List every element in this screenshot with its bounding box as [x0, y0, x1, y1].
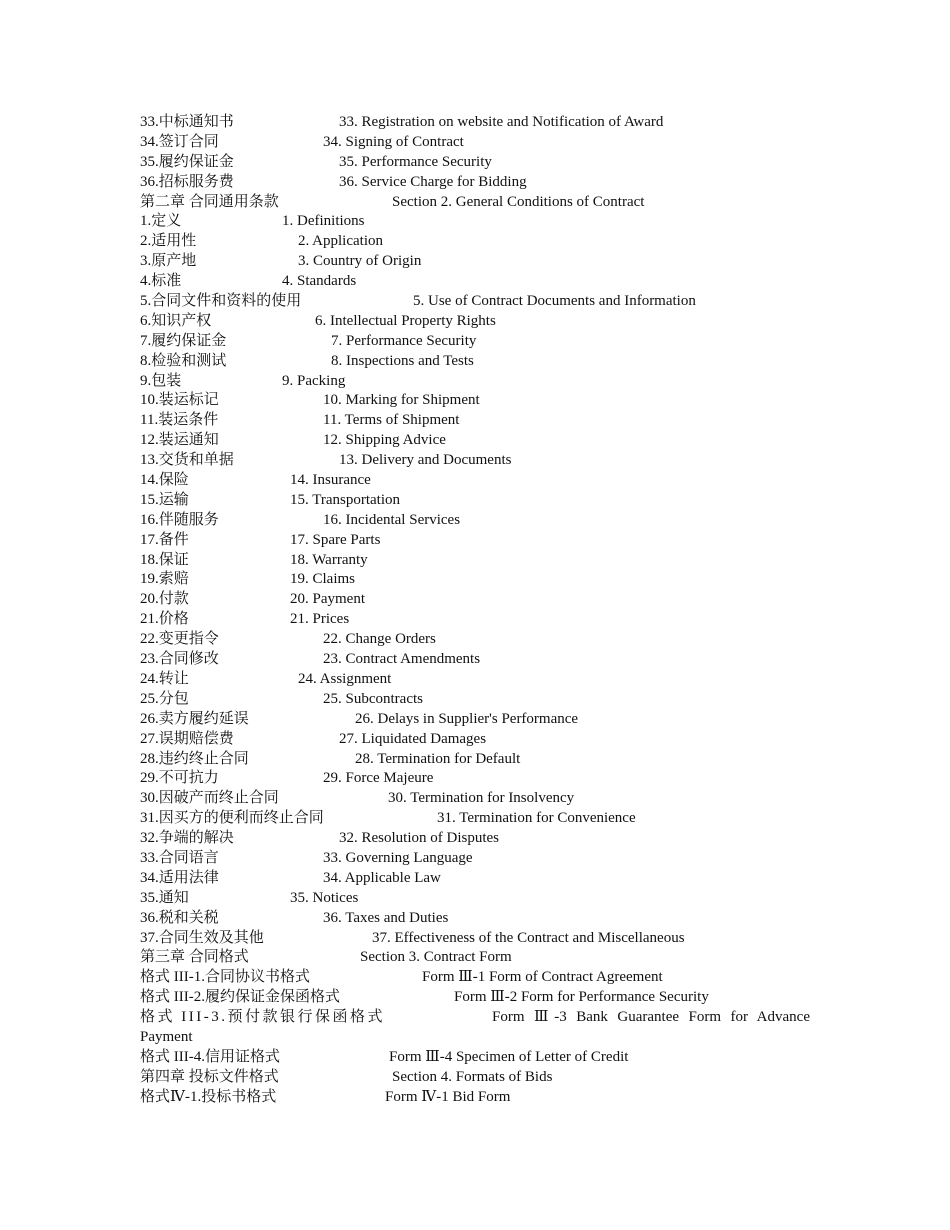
toc-cn: 32.争端的解决 [140, 830, 234, 847]
toc-cn: 30.因破产而终止合同 [140, 790, 279, 807]
toc-row [140, 212, 810, 232]
section-heading [140, 1068, 810, 1088]
toc-row [140, 889, 810, 909]
toc-en: 28. Termination for Default [355, 750, 521, 767]
toc-row [140, 690, 810, 710]
toc-row [140, 789, 810, 809]
toc-row [140, 372, 810, 392]
toc-cn: 35.通知 [140, 889, 189, 906]
toc-en: 35. Notices [290, 889, 359, 906]
toc-row [140, 590, 810, 610]
toc-row [140, 670, 810, 690]
toc-cn: 27.误期赔偿费 [140, 730, 234, 747]
toc-cn: 21.价格 [140, 611, 189, 628]
toc-row [140, 471, 810, 491]
toc-row [140, 232, 810, 252]
toc-en: 16. Incidental Services [323, 511, 461, 528]
toc-row [140, 988, 810, 1008]
toc-cn: 15.运输 [140, 491, 189, 508]
toc-en: 22. Change Orders [323, 631, 436, 648]
toc-cn: 6.知识产权 [140, 312, 212, 329]
toc-en: 8. Inspections and Tests [331, 352, 474, 369]
toc-en: 36. Service Charge for Bidding [339, 173, 527, 190]
toc-row [140, 650, 810, 670]
toc-row [140, 551, 810, 571]
toc-en: 17. Spare Parts [290, 531, 381, 548]
toc-cn: 23.合同修改 [140, 651, 219, 668]
toc-en: 29. Force Majeure [323, 770, 434, 787]
toc-en: 37. Effectiveness of the Contract and Miscellaneous [372, 929, 685, 946]
toc-en: 23. Contract Amendments [323, 651, 481, 668]
toc-cn: 第二章 合同通用条款 [140, 193, 279, 210]
toc-cn: 33.合同语言 [140, 849, 219, 866]
toc-en: 26. Delays in Supplier's Performance [355, 710, 579, 727]
toc-row [140, 173, 810, 193]
toc-cn: 29.不可抗力 [140, 770, 219, 787]
toc-cn: 34.适用法律 [140, 869, 219, 886]
toc-en: 27. Liquidated Damages [339, 730, 487, 747]
document-page [140, 113, 810, 1108]
toc-row [140, 451, 810, 471]
toc-cn: 24.转让 [140, 670, 189, 687]
toc-row [140, 849, 810, 869]
toc-en: 7. Performance Security [331, 332, 477, 349]
toc-en: Section 3. Contract Form [360, 949, 512, 966]
toc-cn: 10.装运标记 [140, 392, 219, 409]
toc-en: 4. Standards [282, 273, 357, 290]
toc-cn: 25.分包 [140, 690, 189, 707]
toc-en: 35. Performance Security [339, 153, 492, 170]
toc-cn: 19.索赔 [140, 571, 189, 588]
toc-cn: 5.合同文件和资料的使用 [140, 293, 302, 310]
toc-en: Section 2. General Conditions of Contract [392, 193, 645, 210]
toc-en: 31. Termination for Convenience [437, 810, 636, 827]
toc-en: 6. Intellectual Property Rights [315, 312, 496, 329]
toc-en: 5. Use of Contract Documents and Information [413, 293, 696, 310]
toc-en: 19. Claims [290, 571, 356, 588]
toc-en: 21. Prices [290, 611, 350, 628]
toc-row [140, 292, 810, 312]
toc-en: 20. Payment [290, 591, 365, 608]
toc-cn: 4.标准 [140, 273, 182, 290]
toc-cn: 第四章 投标文件格式 [140, 1068, 279, 1085]
toc-cn: 1.定义 [140, 213, 182, 230]
section-heading [140, 948, 810, 968]
toc-row [140, 1088, 810, 1108]
toc-row [140, 431, 810, 451]
toc-row [140, 909, 810, 929]
toc-cn: 13.交货和单据 [140, 452, 234, 469]
section-heading [140, 193, 810, 213]
toc-cn: 8.检验和测试 [140, 352, 227, 369]
toc-en: 1. Definitions [282, 213, 365, 230]
toc-cn: 28.违约终止合同 [140, 750, 249, 767]
toc-row [140, 312, 810, 332]
toc-cn: 18.保证 [140, 551, 189, 568]
toc-cn: 格式 III-3.预付款银行保函格式 [140, 1009, 385, 1026]
toc-en: 12. Shipping Advice [323, 432, 446, 449]
toc-row [140, 531, 810, 551]
toc-row [140, 391, 810, 411]
toc-row [140, 750, 810, 770]
toc-cn: 36.招标服务费 [140, 173, 234, 190]
toc-en: 24. Assignment [298, 670, 392, 687]
toc-row [140, 1048, 810, 1068]
toc-row [140, 511, 810, 531]
toc-row [140, 809, 810, 829]
toc-row [140, 869, 810, 889]
toc-en: 18. Warranty [290, 551, 368, 568]
toc-row [140, 929, 810, 949]
toc-en: 2. Application [298, 233, 383, 250]
toc-cn: 格式 III-4.信用证格式 [140, 1048, 280, 1065]
toc-en: 25. Subcontracts [323, 690, 423, 707]
toc-en: 33. Registration on website and Notification of Award [339, 114, 664, 130]
toc-en: 33. Governing Language [323, 849, 473, 866]
toc-en: Form Ⅲ-3 Bank Guarantee Form for Advance [492, 1009, 810, 1026]
toc-cn: 37.合同生效及其他 [140, 929, 264, 946]
toc-cn: 格式Ⅳ-1.投标书格式 [140, 1088, 277, 1105]
toc-row [140, 352, 810, 372]
toc-cn: 3.原产地 [140, 253, 197, 270]
toc-en: Section 4. Formats of Bids [392, 1068, 553, 1085]
toc-en: Form Ⅲ-2 Form for Performance Security [454, 989, 709, 1006]
toc-cn: 22.变更指令 [140, 631, 219, 648]
toc-row [140, 411, 810, 431]
toc-row [140, 710, 810, 730]
toc-cn: 11.装运条件 [140, 412, 219, 429]
toc-en: 32. Resolution of Disputes [339, 830, 499, 847]
toc-cn: 31.因买方的便利而终止合同 [140, 810, 324, 827]
toc-cn: 14.保险 [140, 472, 189, 489]
toc-en: 13. Delivery and Documents [339, 452, 512, 469]
toc-row [140, 1008, 810, 1048]
toc-en: Form Ⅳ-1 Bid Form [385, 1088, 511, 1105]
toc-row [140, 829, 810, 849]
toc-en: Form Ⅲ-4 Specimen of Letter of Credit [389, 1048, 629, 1065]
toc-row [140, 630, 810, 650]
toc-cn: 36.税和关税 [140, 909, 219, 926]
toc-cn: 17.备件 [140, 531, 189, 548]
toc-en: 11. Terms of Shipment [323, 412, 460, 429]
toc-cn: 34.签订合同 [140, 133, 219, 150]
toc-cn: 格式 III-2.履约保证金保函格式 [140, 989, 340, 1006]
toc-en: 36. Taxes and Duties [323, 909, 449, 926]
toc-en: 14. Insurance [290, 472, 371, 489]
toc-cn: 33.中标通知书 [140, 114, 234, 130]
toc-en: Form Ⅲ-1 Form of Contract Agreement [422, 969, 663, 986]
toc-row [140, 491, 810, 511]
toc-en-continued: Payment [140, 1028, 193, 1045]
toc-row [140, 272, 810, 292]
toc-cn: 9.包装 [140, 372, 182, 389]
toc-row [140, 113, 810, 133]
toc-en: 34. Signing of Contract [323, 133, 464, 150]
toc-row [140, 252, 810, 272]
toc-cn: 16.伴随服务 [140, 511, 219, 528]
toc-row [140, 570, 810, 590]
toc-cn: 2.适用性 [140, 233, 197, 250]
toc-cn: 7.履约保证金 [140, 332, 227, 349]
toc-cn: 第三章 合同格式 [140, 949, 249, 966]
toc-row [140, 133, 810, 153]
toc-en: 15. Transportation [290, 491, 401, 508]
toc-cn: 26.卖方履约延误 [140, 710, 249, 727]
toc-row [140, 332, 810, 352]
toc-row [140, 153, 810, 173]
toc-cn: 格式 III-1.合同协议书格式 [140, 969, 310, 986]
toc-row [140, 730, 810, 750]
toc-row [140, 968, 810, 988]
toc-row [140, 610, 810, 630]
toc-en: 3. Country of Origin [298, 253, 422, 270]
toc-en: 30. Termination for Insolvency [388, 790, 575, 807]
toc-en: 9. Packing [282, 372, 346, 389]
toc-en: 34. Applicable Law [323, 869, 441, 886]
toc-cn: 20.付款 [140, 591, 189, 608]
toc-row [140, 769, 810, 789]
toc-cn: 12.装运通知 [140, 432, 219, 449]
toc-cn: 35.履约保证金 [140, 153, 234, 170]
toc-en: 10. Marking for Shipment [323, 392, 480, 409]
